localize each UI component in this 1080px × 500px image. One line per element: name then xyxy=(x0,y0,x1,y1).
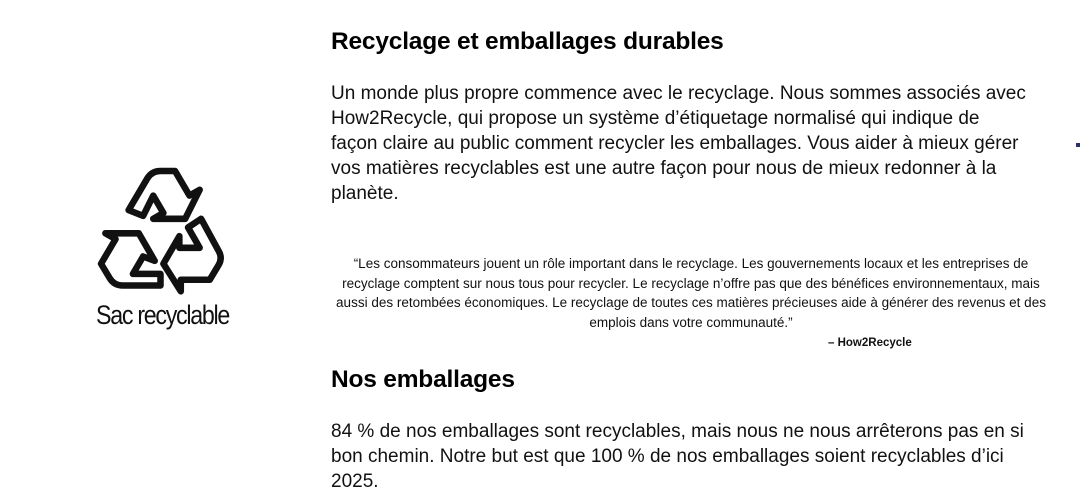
section-heading-recycling: Recyclage et emballages durables xyxy=(331,28,724,55)
main-content xyxy=(331,28,1046,494)
logo-caption: Sac recyclable xyxy=(96,300,229,330)
quote-attribution: – How2Recycle xyxy=(828,337,912,349)
recycle-icon xyxy=(88,155,233,300)
packaging-paragraph: 84 % de nos emballages sont recyclables, mais nous ne nous arrêterons pas en si bon chemin. Notre but est que 100 % de nos emballages soient recyclables d’ici 2025. xyxy=(331,421,1024,492)
recyclable-bag-logo xyxy=(80,150,245,340)
recycling-intro-paragraph: Un monde plus propre commence avec le recyclage. Nous sommes associés avec How2Recycle, qui propose un système d’étiquetage normalisé qui indique de façon claire au public comment recycler les emballages. Vous aider à mieux gérer vos matières recyclables est une autre façon pour nous de mieux redonner à la planète. xyxy=(331,83,1026,204)
edge-accent-mark xyxy=(1076,143,1080,147)
testimonial-quote: “Les consommateurs jouent un rôle important dans le recyclage. Les gouvernements locaux et les entreprises de recyclage comptent sur nous tous pour recycler. Le recyclage n’offre pas que des bénéfices environnementaux, mais aussi des retombées économiques. Le recyclage de toutes ces matières précieuses aide à générer des revenus et des emplois dans votre communauté.” xyxy=(336,256,1046,330)
section-heading-packaging: Nos emballages xyxy=(331,366,515,393)
